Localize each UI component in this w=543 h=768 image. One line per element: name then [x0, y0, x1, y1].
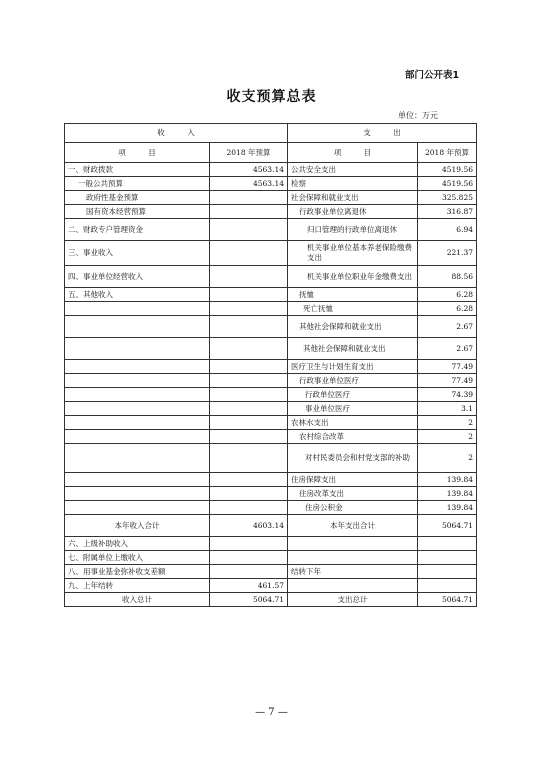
income-item-cell: 八、用事业基金弥补收支差额: [65, 565, 210, 579]
budget-table: [64, 123, 477, 607]
income-value-cell: 4563.14: [210, 163, 288, 177]
table-row: [65, 565, 477, 579]
income-item-cell: [65, 316, 210, 338]
income-value-cell: [210, 191, 288, 205]
income-item-cell: [65, 430, 210, 444]
table-row: [65, 551, 477, 565]
expense-value-cell: [418, 579, 477, 593]
expense-value-cell: 3.1: [418, 402, 477, 416]
income-item-cell: [65, 338, 210, 360]
expense-value-cell: 139.84: [418, 487, 477, 501]
table-row: [65, 219, 477, 241]
table-row: [65, 288, 477, 302]
income-value-cell: [210, 487, 288, 501]
section-header-row: [65, 124, 477, 143]
page-title: 收支预算总表: [226, 89, 317, 105]
table-row: [65, 163, 477, 177]
expense-value-cell: 2: [418, 416, 477, 430]
table-row: [65, 374, 477, 388]
table-row: [65, 444, 477, 473]
income-item-cell: 六、上级补助收入: [65, 537, 210, 551]
table-row: [65, 302, 477, 316]
table-row: [65, 430, 477, 444]
income-item-cell: 一般公共预算: [65, 177, 210, 191]
income-value-cell: [210, 205, 288, 219]
income-value-cell: [210, 338, 288, 360]
expense-value-cell: 6.28: [418, 302, 477, 316]
income-item-cell: [65, 444, 210, 473]
expense-value-cell: 74.39: [418, 388, 477, 402]
income-item-cell: 收入总计: [65, 593, 210, 607]
income-value-cell: [210, 473, 288, 487]
income-item-cell: 二、财政专户管理资金: [65, 219, 210, 241]
income-item-cell: 九、上年结转: [65, 579, 210, 593]
expense-item-cell: 检察: [288, 177, 418, 191]
income-item-cell: 七、附属单位上缴收入: [65, 551, 210, 565]
income-value-cell: [210, 302, 288, 316]
expense-value-cell: 2: [418, 430, 477, 444]
expense-item-cell: 行政事业单位离退休: [288, 205, 418, 219]
income-value-cell: [210, 551, 288, 565]
table-row: [65, 266, 477, 288]
income-value-cell: [210, 537, 288, 551]
expense-item-cell: 行政单位医疗: [288, 388, 418, 402]
expense-value-cell: 139.84: [418, 473, 477, 487]
income-value-cell: [210, 402, 288, 416]
table-row: [65, 388, 477, 402]
expense-value-cell: 5064.71: [418, 515, 477, 537]
expense-item-cell: 其他社会保障和就业支出: [288, 316, 418, 338]
table-row: [65, 316, 477, 338]
table-row: [65, 241, 477, 266]
income-item-cell: [65, 374, 210, 388]
expense-budget-header: 2018 年预算: [418, 143, 477, 163]
expense-value-cell: 4519.56: [418, 177, 477, 191]
income-value-cell: [210, 316, 288, 338]
income-item-cell: 五、其他收入: [65, 288, 210, 302]
income-item-cell: 政府性基金预算: [65, 191, 210, 205]
expense-item-cell: 农村综合改革: [288, 430, 418, 444]
income-value-cell: [210, 444, 288, 473]
income-item-cell: [65, 302, 210, 316]
expense-item-cell: 机关事业单位基本养老保险缴费支出: [288, 241, 418, 266]
expense-item-cell: 归口管理的行政单位离退休: [288, 219, 418, 241]
table-row: [65, 473, 477, 487]
page-number: — 7 —: [255, 707, 288, 718]
expense-value-cell: 2: [418, 444, 477, 473]
income-item-cell: [65, 388, 210, 402]
expense-value-cell: [418, 551, 477, 565]
expense-value-cell: 88.56: [418, 266, 477, 288]
income-value-cell: [210, 416, 288, 430]
income-value-cell: [210, 501, 288, 515]
income-value-cell: [210, 266, 288, 288]
table-row: [65, 416, 477, 430]
expense-item-cell: [288, 537, 418, 551]
table-row: [65, 360, 477, 374]
income-value-cell: [210, 565, 288, 579]
expense-item-cell: 死亡抚恤: [288, 302, 418, 316]
income-value-cell: 461.57: [210, 579, 288, 593]
expense-item-cell: 住房改革支出: [288, 487, 418, 501]
table-row: [65, 537, 477, 551]
expense-value-cell: 6.28: [418, 288, 477, 302]
expense-item-cell: 其他社会保障和就业支出: [288, 338, 418, 360]
table-row: [65, 205, 477, 219]
income-value-cell: [210, 430, 288, 444]
income-value-cell: [210, 219, 288, 241]
income-value-cell: [210, 360, 288, 374]
expense-item-cell: 住房保障支出: [288, 473, 418, 487]
expense-item-cell: [288, 579, 418, 593]
income-item-cell: 一、财政拨款: [65, 163, 210, 177]
expense-value-cell: 221.37: [418, 241, 477, 266]
expense-item-header: 项 目: [288, 143, 418, 163]
income-item-cell: [65, 416, 210, 430]
income-item-cell: [65, 402, 210, 416]
income-header: 收 入: [65, 124, 288, 143]
expense-value-cell: 316.87: [418, 205, 477, 219]
expense-item-cell: 住房公积金: [288, 501, 418, 515]
income-value-cell: 4603.14: [210, 515, 288, 537]
column-header-row: [65, 143, 477, 163]
income-item-cell: 国有资本经营预算: [65, 205, 210, 219]
income-value-cell: [210, 388, 288, 402]
expense-value-cell: 325.825: [418, 191, 477, 205]
table-row: [65, 579, 477, 593]
expense-item-cell: 抚恤: [288, 288, 418, 302]
table-row: [65, 487, 477, 501]
income-value-cell: [210, 374, 288, 388]
expense-value-cell: 77.49: [418, 374, 477, 388]
income-item-cell: [65, 360, 210, 374]
income-value-cell: 4563.14: [210, 177, 288, 191]
expense-item-cell: [288, 551, 418, 565]
table-row: [65, 402, 477, 416]
income-item-cell: 本年收入合计: [65, 515, 210, 537]
income-item-cell: 三、事业收入: [65, 241, 210, 266]
table-row: [65, 593, 477, 607]
table-row: [65, 191, 477, 205]
expense-value-cell: 5064.71: [418, 593, 477, 607]
income-value-cell: 5064.71: [210, 593, 288, 607]
expense-item-cell: 社会保障和就业支出: [288, 191, 418, 205]
expense-item-cell: 本年支出合计: [288, 515, 418, 537]
table-row: [65, 338, 477, 360]
expense-value-cell: 4519.56: [418, 163, 477, 177]
expense-value-cell: [418, 565, 477, 579]
expense-value-cell: 139.84: [418, 501, 477, 515]
income-budget-header: 2018 年预算: [210, 143, 288, 163]
expense-item-cell: 行政事业单位医疗: [288, 374, 418, 388]
expense-item-cell: 医疗卫生与计划生育支出: [288, 360, 418, 374]
expense-item-cell: 农林水支出: [288, 416, 418, 430]
income-value-cell: [210, 241, 288, 266]
table-row: [65, 515, 477, 537]
expense-value-cell: 6.94: [418, 219, 477, 241]
unit-label: 单位：万元: [398, 111, 438, 120]
income-item-header: 项 目: [65, 143, 210, 163]
document-tag: 部门公开表1: [405, 70, 460, 81]
table-row: [65, 501, 477, 515]
expense-value-cell: 2.67: [418, 338, 477, 360]
expense-item-cell: 支出总计: [288, 593, 418, 607]
income-item-cell: 四、事业单位经营收入: [65, 266, 210, 288]
expense-item-cell: 对村民委员会和村党支部的补助: [288, 444, 418, 473]
income-item-cell: [65, 473, 210, 487]
table-row: [65, 177, 477, 191]
income-item-cell: [65, 501, 210, 515]
expense-item-cell: 公共安全支出: [288, 163, 418, 177]
income-value-cell: [210, 288, 288, 302]
expense-value-cell: 2.67: [418, 316, 477, 338]
expense-item-cell: 事业单位医疗: [288, 402, 418, 416]
income-item-cell: [65, 487, 210, 501]
expense-item-cell: 结转下年: [288, 565, 418, 579]
expense-value-cell: 77.49: [418, 360, 477, 374]
expense-value-cell: [418, 537, 477, 551]
expense-header: 支 出: [288, 124, 477, 143]
expense-item-cell: 机关事业单位职业年金缴费支出: [288, 266, 418, 288]
